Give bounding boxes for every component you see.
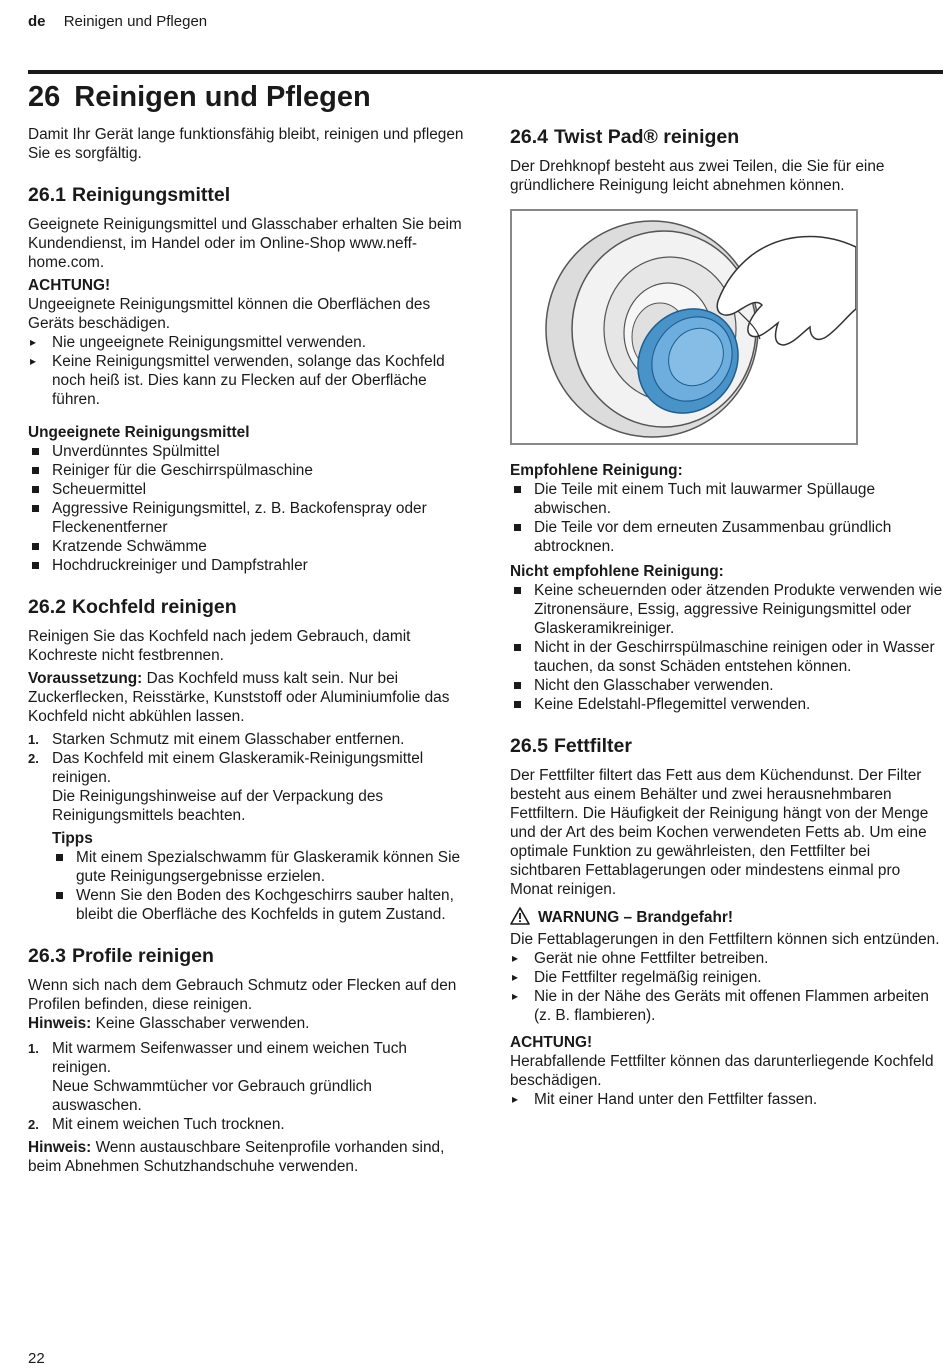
s263-paragraph: Wenn sich nach dem Gebrauch Schmutz oder Flecken auf den Profilen befinden, diese reinigen. xyxy=(28,977,457,1013)
s262-steps xyxy=(28,730,464,825)
section-26-3-heading xyxy=(28,944,464,968)
twist-pad-drawing xyxy=(512,211,856,443)
s263-steps xyxy=(28,1039,464,1134)
step-item xyxy=(28,1039,464,1115)
section-26-4-heading xyxy=(510,125,944,149)
s264-notrec-list xyxy=(510,581,944,714)
section-number: 26.3 xyxy=(28,945,66,967)
chapter-title-text: Reinigen und Pflegen xyxy=(74,81,371,113)
warning-triangle-icon xyxy=(510,907,530,930)
s265-achtung-list xyxy=(510,1090,944,1109)
step-number: 1. xyxy=(28,732,39,747)
section-title: Fettfilter xyxy=(553,735,632,757)
step-text: Mit einem weichen Tuch trocknen. xyxy=(52,1116,285,1133)
section-26-2-heading xyxy=(28,595,464,619)
list-item: Mit einem Spezialschwamm für Glaskeramik können Sie gute Reinigungsergebnisse erzielen. xyxy=(52,848,464,886)
step-result: Die Reinigungshinweise auf der Verpackung des Reinigungsmittels beachten. xyxy=(52,788,384,824)
tipps-list xyxy=(52,848,464,924)
step-item xyxy=(28,730,464,749)
list-item: Aggressive Reinigungsmittel, z. B. Backofenspray oder Fleckenentferner xyxy=(28,499,464,537)
s265-warning-list xyxy=(510,949,944,1025)
step-text: Starken Schmutz mit einem Glasschaber entfernen. xyxy=(52,731,405,748)
s262-voraussetzung xyxy=(28,669,464,726)
s264-paragraph: Der Drehknopf besteht aus zwei Teilen, die Sie für eine gründlichere Reinigung leicht abnehmen können. xyxy=(510,158,885,194)
s265-achtung-label: ACHTUNG! xyxy=(510,1034,593,1051)
page-header xyxy=(28,12,207,31)
list-item: Die Teile vor dem erneuten Zusammenbau gründlich abtrocknen. xyxy=(510,518,944,556)
list-item: ▸ Gerät nie ohne Fettfilter betreiben. xyxy=(510,949,944,968)
s261-paragraph: Geeignete Reinigungsmittel und Glasschaber erhalten Sie beim Kundendienst, im Handel oder im Online-Shop www.neff-home.com. xyxy=(28,216,462,271)
voraussetzung-label: Voraussetzung: xyxy=(28,670,143,687)
s261-warning-text: Ungeeignete Reinigungsmittel können die Oberflächen des Geräts beschädigen. xyxy=(28,296,431,332)
s265-achtung-text: Herabfallende Fettfilter können das darunterliegende Kochfeld beschädigen. xyxy=(510,1053,934,1089)
list-item: Wenn Sie den Boden des Kochgeschirrs sauber halten, bleibt die Oberfläche des Kochfelds in gutem Zustand. xyxy=(52,886,464,924)
section-number: 26.4 xyxy=(510,126,548,148)
page-number: 22 xyxy=(28,1350,45,1367)
s263-hinweis-2 xyxy=(28,1138,464,1176)
list-item: Reiniger für die Geschirrspülmaschine xyxy=(28,461,464,480)
step-number: 2. xyxy=(28,1117,39,1132)
s264-notrec-title: Nicht empfohlene Reinigung: xyxy=(510,563,724,580)
twist-pad-illustration xyxy=(510,209,858,445)
list-item: Nicht in der Geschirrspülmaschine reinigen oder in Wasser tauchen, da sonst Schäden entstehen können. xyxy=(510,638,944,676)
section-26-5-heading xyxy=(510,734,944,758)
step-text: Mit warmem Seifenwasser und einem weichen Tuch reinigen. xyxy=(52,1040,407,1076)
hinweis-text: Keine Glasschaber verwenden. xyxy=(91,1015,310,1032)
step-result: Neue Schwammtücher vor Gebrauch gründlich auswaschen. xyxy=(52,1078,372,1114)
s265-warning-heading xyxy=(510,907,944,930)
left-column xyxy=(28,125,464,1176)
header-rule xyxy=(28,70,943,74)
section-title: Twist Pad® reinigen xyxy=(553,126,740,148)
right-column xyxy=(510,125,944,1109)
step-item xyxy=(28,749,464,825)
step-number: 2. xyxy=(28,751,39,766)
section-title: Profile reinigen xyxy=(71,945,214,967)
list-item: Unverdünntes Spülmittel xyxy=(28,442,464,461)
s261-unsuitable-list xyxy=(28,442,464,575)
list-item: Scheuermittel xyxy=(28,480,464,499)
chapter-number: 26 xyxy=(28,81,61,113)
s264-rec-list xyxy=(510,480,944,556)
section-number: 26.2 xyxy=(28,596,66,618)
list-item: Hochdruckreiniger und Dampfstrahler xyxy=(28,556,464,575)
list-item: ▸ Nie ungeeignete Reinigungsmittel verwenden. xyxy=(28,333,464,352)
s265-paragraph: Der Fettfilter filtert das Fett aus dem Küchendunst. Der Filter besteht aus einem Behälter und zwei herausnehmbaren Fettfiltern. Die Häufigkeit der Reinigung hängt von der Menge und der Art des beim Kochen verwendeten Fetts ab. Um eine optimale Funktion zu gewährleisten, den Fettfilter bei sichtbaren Fettablagerungen oder mindestens einmal pro Monat reinigen. xyxy=(510,767,929,898)
hinweis-text: Wenn austauschbare Seitenprofile vorhanden sind, beim Abnehmen Schutzhandschuhe verwenden. xyxy=(28,1139,445,1175)
list-item: Die Teile mit einem Tuch mit lauwarmer Spüllauge abwischen. xyxy=(510,480,944,518)
list-item: ▸ Nie in der Nähe des Geräts mit offenen Flammen arbeiten (z. B. flambieren). xyxy=(510,987,944,1025)
section-number: 26.1 xyxy=(28,184,66,206)
warning-label: WARNUNG – Brandgefahr! xyxy=(538,909,733,926)
s265-warning-text: Die Fettablagerungen in den Fettfiltern können sich entzünden. xyxy=(510,931,940,948)
list-item: ▸ Die Fettfilter regelmäßig reinigen. xyxy=(510,968,944,987)
language-code: de xyxy=(28,13,46,30)
section-number: 26.5 xyxy=(510,735,548,757)
step-text: Das Kochfeld mit einem Glaskeramik-Reinigungsmittel reinigen. xyxy=(52,750,424,786)
header-title: Reinigen und Pflegen xyxy=(63,13,208,30)
s262-tipps xyxy=(52,829,464,924)
list-item: Kratzende Schwämme xyxy=(28,537,464,556)
step-number: 1. xyxy=(28,1041,39,1056)
list-item: ▸ Mit einer Hand unter den Fettfilter fassen. xyxy=(510,1090,944,1109)
s263-hinweis-1 xyxy=(28,1014,464,1033)
list-item: ▸ Keine Reinigungsmittel verwenden, solange das Kochfeld noch heiß ist. Dies kann zu Flecken auf der Oberfläche führen. xyxy=(28,352,464,409)
s262-paragraph: Reinigen Sie das Kochfeld nach jedem Gebrauch, damit Kochreste nicht festbrennen. xyxy=(28,628,411,664)
s261-unsuitable-title: Ungeeignete Reinigungsmittel xyxy=(28,424,250,441)
s264-rec-title: Empfohlene Reinigung: xyxy=(510,462,683,479)
list-item: Keine Edelstahl-Pflegemittel verwenden. xyxy=(510,695,944,714)
section-title: Reinigungsmittel xyxy=(71,184,231,206)
step-item xyxy=(28,1115,464,1134)
section-title: Kochfeld reinigen xyxy=(71,596,237,618)
hinweis-label: Hinweis: xyxy=(28,1015,92,1032)
voraussetzung-text: Das Kochfeld muss kalt sein. Nur bei Zuckerflecken, Reisstärke, Kunststoff oder Aluminiumfolie das Kochfeld nicht abkühlen lassen. xyxy=(28,670,450,725)
list-item: Nicht den Glasschaber verwenden. xyxy=(510,676,944,695)
s261-achtung-label: ACHTUNG! xyxy=(28,277,111,294)
section-26-1-heading xyxy=(28,183,464,207)
intro-text: Damit Ihr Gerät lange funktionsfähig bleibt, reinigen und pflegen Sie es sorgfältig. xyxy=(28,126,464,162)
list-item: Keine scheuernden oder ätzenden Produkte verwenden wie Zitronensäure, Essig, aggressive Reinigungsmittel oder Glaskeramikreiniger. xyxy=(510,581,944,638)
chapter-title xyxy=(28,80,371,114)
s261-bullet-list xyxy=(28,333,464,409)
hinweis-label: Hinweis: xyxy=(28,1139,92,1156)
tipps-title: Tipps xyxy=(52,830,93,847)
